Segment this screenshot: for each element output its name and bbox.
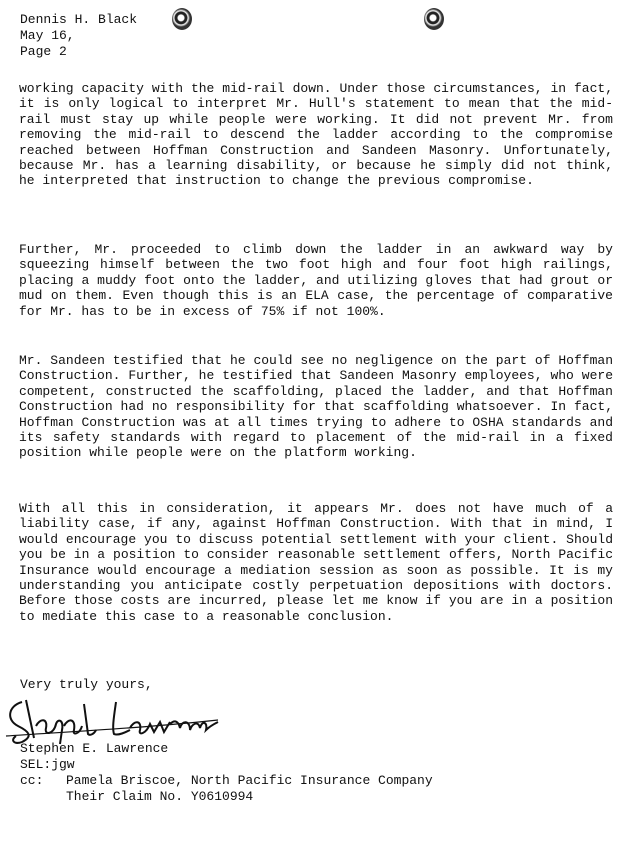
cc-block [20, 773, 433, 805]
signer-name: Stephen E. Lawrence [20, 741, 169, 756]
punch-hole-icon [172, 8, 192, 30]
body-paragraph: Further, Mr. proceeded to climb down the ladder in an awkward way by squeezing himself between the two foot high and four foot high railings, placing a muddy foot onto the ladder, and utilizing gloves that had grout or mud on them. Even though this is an ELA case, the percentage of comparative for Mr. has to be in excess of 75% if not 100%. [19, 242, 613, 319]
body-paragraph: Mr. Sandeen testified that he could see no negligence on the part of Hoffman Construction. Further, he testified that Sandeen Masonry employees, who were competent, constructed the scaffolding, placed the ladder, and that Hoffman Construction had no responsibility for that scaffolding whatsoever. In fact, Hoffman Construction was at all times trying to adhere to OSHA standards and its safety standards with regard to placement of the mid-rail in a fixed position while people were on the platform working. [19, 353, 613, 461]
cc-recipient: Pamela Briscoe, North Pacific Insurance Company [66, 773, 433, 788]
body-paragraph: working capacity with the mid-rail down. Under those circumstances, in fact, it is only logical to interpret Mr. Hull's statement to mean that the mid-rail must stay up while people were working. It did not prevent Mr. from removing the mid-rail to descend the ladder according to the compromise reached between Hoffman Construction and Sandeen Masonry. Unfortunately, because Mr. has a learning disability, or because he simply did not think, he interpreted that instruction to change the previous compromise. [19, 81, 613, 189]
recipient-name: Dennis H. Black [20, 12, 138, 27]
punch-hole-icon [424, 8, 444, 30]
handwritten-signature [4, 690, 224, 746]
cc-claim-number: Their Claim No. Y0610994 [66, 789, 254, 804]
letter-date: May 16, [20, 28, 75, 43]
signature-block [20, 741, 168, 773]
letter-header [20, 12, 137, 60]
reference-initials: SEL:jgw [20, 757, 75, 772]
body-paragraph: With all this in consideration, it appears Mr. does not have much of a liability case, if any, against Hoffman Construction. With that in mind, I would encourage you to discuss potential settlement with your client. Should you be in a position to consider reasonable settlement offers, North Pacific Insurance would encourage a mediation session as soon as possible. It is my understanding you anticipate costly perpetuation depositions with doctors. Before those costs are incurred, please let me know if you are in a position to mediate this case to a reasonable conclusion. [19, 501, 613, 624]
page-number: Page 2 [20, 44, 67, 59]
cc-label: cc: [20, 773, 44, 788]
closing-salutation: Very truly yours, [20, 677, 153, 692]
